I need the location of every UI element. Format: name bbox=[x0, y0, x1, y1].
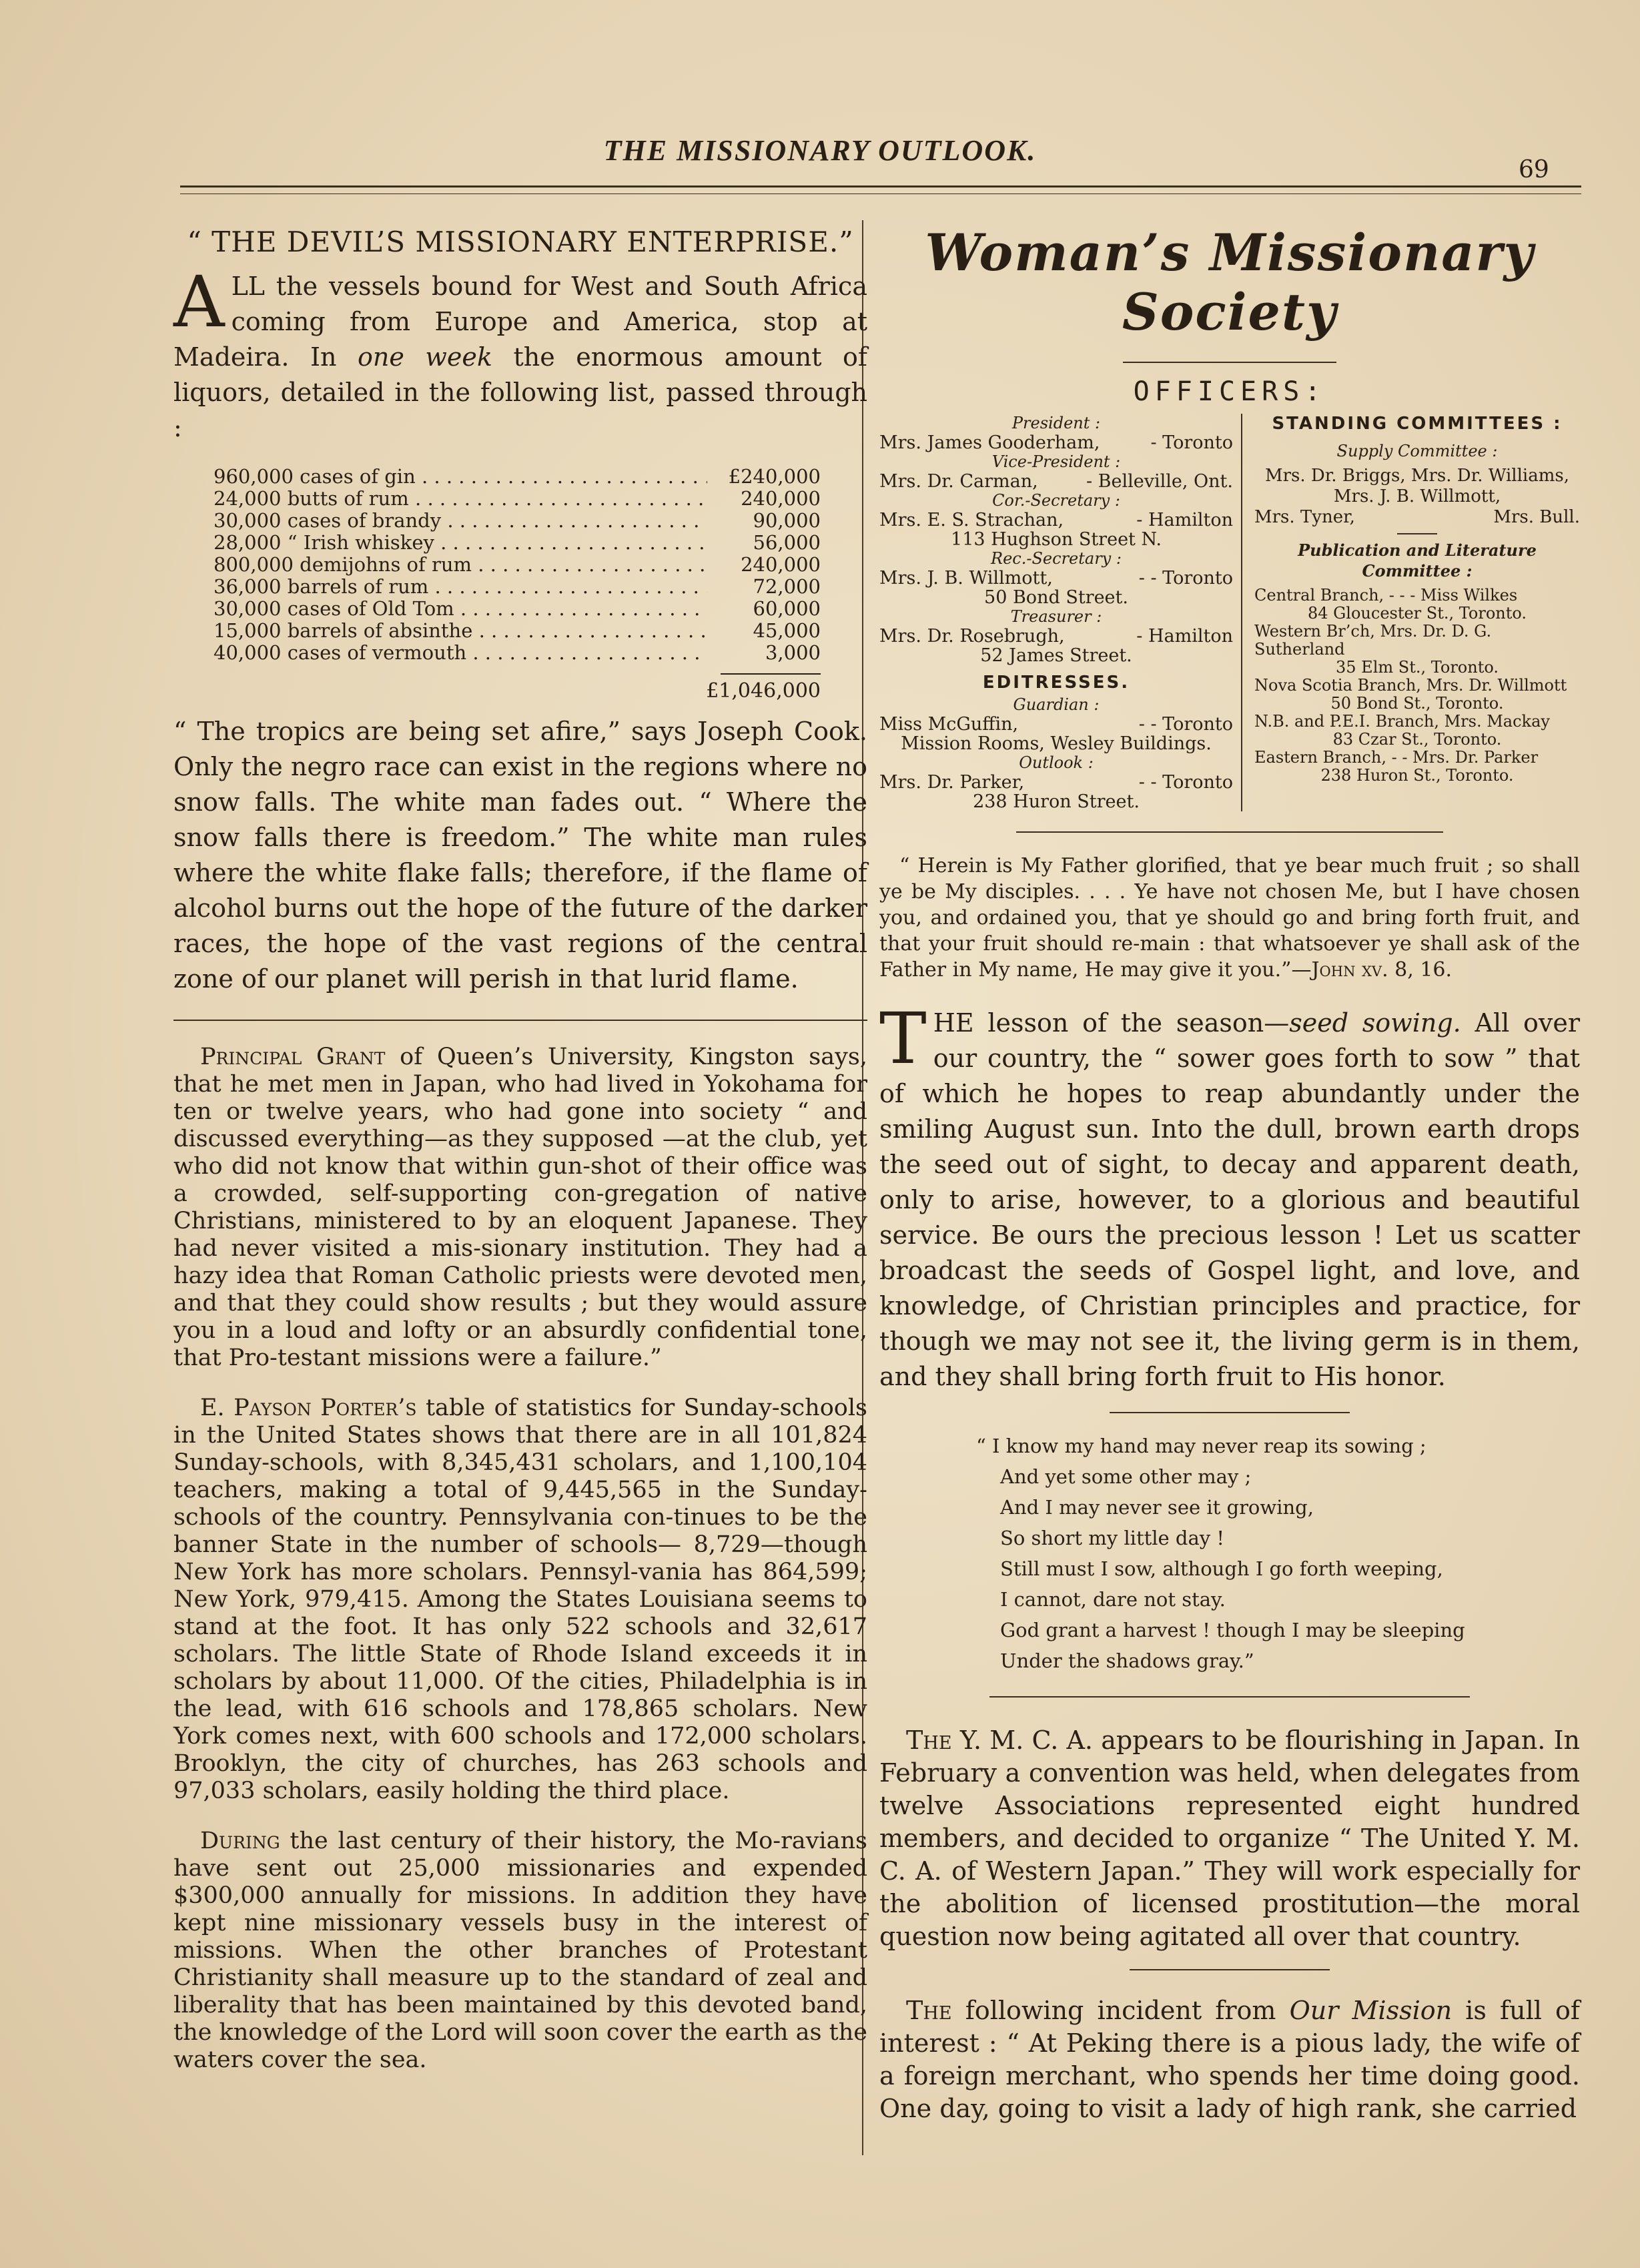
committee-member-line bbox=[1254, 486, 1580, 507]
liquor-total: £1,046,000 bbox=[706, 679, 821, 703]
running-head: THE MISSIONARY OUTLOOK. bbox=[603, 134, 1037, 167]
officers-heading: OFFICERS: bbox=[1133, 376, 1326, 407]
officer-entry bbox=[879, 491, 1233, 549]
liquor-item: 28,000 “ Irish whiskey . . . bbox=[214, 532, 707, 554]
article-title-devil: “ THE DEVIL’S MISSIONARY ENTERPRISE.” bbox=[187, 226, 854, 258]
grant-paragraph: Principal Grant of Queen’s University, Kingston says, that he met men in Japan, who had lived in Yokohama for ten or twelve years, who had gone into society “ and discussed everything—as they supposed —at the club, yet who did not know that within gun-shot of their office was a crowded, self-supporting con-gregation of native Christians, ministered to by an eloquent Japanese. They had never visited a mis-sionary institution. They had a hazy idea that Roman Catholic priests were devoted men, and that they could show results ; but they would assure you in a loud and lofty or an absurdly confidential tone, that Pro-testant missions were a failure.” bbox=[173, 1044, 867, 1371]
liquor-item: 36,000 barrels of rum . . . bbox=[214, 576, 707, 598]
branch-line: Nova Scotia Branch, Mrs. Dr. Willmott bbox=[1254, 676, 1567, 695]
officer-role: Treasurer : bbox=[1010, 607, 1102, 626]
section-divider bbox=[989, 1696, 1470, 1697]
officer-address: 50 Bond Street. bbox=[984, 587, 1128, 608]
branch-line: Central Branch, - - - Miss Wilkes bbox=[1254, 586, 1518, 605]
officer-line bbox=[879, 472, 1233, 491]
liquor-amount: 3,000 bbox=[765, 641, 821, 664]
committee-member: Mrs. Dr. Briggs, Mrs. Dr. Williams, bbox=[1264, 466, 1570, 486]
section-divider bbox=[1016, 831, 1443, 833]
liquor-item: 30,000 cases of Old Tom . . . bbox=[214, 598, 707, 620]
liquor-amount: 56,000 bbox=[753, 531, 821, 554]
officer-address: 238 Huron Street. bbox=[973, 791, 1140, 812]
section-divider bbox=[1130, 1969, 1330, 1970]
officers-list bbox=[879, 414, 1242, 811]
branch-address: 238 Huron St., Toronto. bbox=[1320, 766, 1514, 785]
officer-city: - Toronto bbox=[1150, 432, 1233, 453]
committee-rule bbox=[1397, 533, 1437, 534]
branch-entry bbox=[1254, 749, 1580, 785]
officer-entry bbox=[879, 753, 1233, 811]
poem-line: “ I know my hand may never reap its sowing ; bbox=[976, 1435, 1426, 1457]
committees bbox=[1242, 414, 1580, 811]
liquor-amount: 72,000 bbox=[753, 575, 821, 598]
officer-city: - Hamilton bbox=[1136, 510, 1233, 530]
devil-intro: ALL the vessels bound for West and South Africa coming from Europe and America, stop at Madeira. In one week the enormous amount of liquors, detailed in the following list, passed through : bbox=[173, 261, 867, 442]
branch-line: Eastern Branch, - - Mrs. Dr. Parker bbox=[1254, 748, 1539, 767]
liquor-item: 24,000 butts of rum . . . bbox=[214, 488, 707, 510]
devil-closing: “ The tropics are being set afire,” says Joseph Cook. Only the negro race can exist in the regions where no snow falls. The white man fades out. “ Where the snow falls there is freedom.” The white man rules where the white flake falls; therefore, if the flame of alcohol burns out the hope of the future of the darker races, the hope of the vast regions of the central zone of our planet will perish in that lurid flame. bbox=[173, 717, 867, 994]
lesson-paragraph: THE lesson of the season—seed sowing. All over our country, the “ sower goes forth to sow ” that of which he hopes to reap abundantly under the smiling August sun. Into the dull, brown earth drops the seed out of sight, to decay and apparent death, only to arise, however, to a glorious and beautiful service. Be ours the precious lesson ! Let us scatter broadcast the seeds of Gospel light, and love, and knowledge, of Christian principles and practice, for though we may not see it, the living germ is in them, and they shall bring forth fruit to His honor. bbox=[879, 998, 1580, 1391]
officer-name: Mrs. J. B. Willmott, bbox=[879, 568, 1053, 589]
branch-entry bbox=[1254, 587, 1580, 623]
liquor-amount: £240,000 bbox=[728, 465, 821, 488]
officer-name: Mrs. E. S. Strachan, bbox=[879, 510, 1064, 530]
officer-entry bbox=[879, 607, 1233, 665]
publication-committee-heading: Publication and Literature Committee : bbox=[1298, 540, 1537, 581]
poem-line: And I may never see it growing, bbox=[1000, 1496, 1314, 1519]
peking-paragraph: The following incident from Our Mission is full of interest : “ At Peking there is a pious lady, the wife of a foreign merchant, who spends her time doing good. One day, going to visit a lady of high rank, she carried bbox=[879, 1996, 1580, 2123]
liquor-row bbox=[214, 488, 821, 510]
officer-line bbox=[879, 569, 1233, 588]
branch-address: 50 Bond St., Toronto. bbox=[1330, 694, 1504, 713]
poem-line: So short my little day ! bbox=[1000, 1527, 1225, 1549]
branch-address: 35 Elm St., Toronto. bbox=[1336, 658, 1499, 677]
officer-city: - - Toronto bbox=[1138, 714, 1233, 735]
drop-cap: T bbox=[879, 998, 927, 1080]
branch-address: 84 Gloucester St., Toronto. bbox=[1307, 604, 1527, 623]
liquor-row bbox=[214, 598, 821, 620]
officer-line bbox=[879, 627, 1233, 646]
liquor-item: 30,000 cases of brandy . . . bbox=[214, 510, 707, 532]
society-title: Woman’s Missionary Society bbox=[925, 223, 1535, 342]
left-column bbox=[173, 220, 867, 2074]
officer-role: Outlook : bbox=[1019, 753, 1094, 772]
officer-name: Mrs. Dr. Carman, bbox=[879, 471, 1038, 492]
liquor-row bbox=[214, 576, 821, 598]
officer-city: - - Toronto bbox=[1138, 568, 1233, 589]
moravians-paragraph: During the last century of their history, the Mo-ravians have sent out 25,000 missionaries and expended $300,000 annually for missions. In addition they have kept nine missionary vessels busy in the interest of missions. When the other branches of Protestant Christianity shall measure up to the standard of zeal and liberality that has been maintained by this devoted band, the knowledge of the Lord will soon cover the earth as the waters cover the sea. bbox=[173, 1828, 867, 2073]
poem-line: Still must I sow, although I go forth weeping, bbox=[1000, 1557, 1443, 1580]
poem-line: Under the shadows gray.” bbox=[1000, 1649, 1254, 1672]
poem-line: God grant a harvest ! though I may be sleeping bbox=[1000, 1619, 1465, 1641]
liquor-item: 40,000 cases of vermouth . . . bbox=[214, 642, 707, 664]
officer-city: - - Toronto bbox=[1138, 772, 1233, 793]
title-rule bbox=[1123, 362, 1336, 363]
officer-name: Mrs. James Gooderham, bbox=[879, 432, 1100, 453]
officer-role: Vice-President : bbox=[991, 452, 1121, 471]
officer-entry bbox=[879, 414, 1233, 452]
header-rule-top bbox=[180, 185, 1581, 187]
branch-line: Western Br’ch, Mrs. Dr. D. G. Sutherland bbox=[1254, 622, 1492, 659]
officer-name: Mrs. Dr. Parker, bbox=[879, 772, 1025, 793]
total-rule bbox=[721, 673, 821, 675]
committee-member-line bbox=[1254, 466, 1580, 486]
officer-role: Cor.-Secretary : bbox=[992, 491, 1120, 510]
branch-address: 83 Czar St., Toronto. bbox=[1332, 730, 1502, 749]
standing-committees-heading: STANDING COMMITTEES : bbox=[1272, 414, 1563, 434]
section-divider bbox=[1110, 1412, 1350, 1413]
officer-address: 113 Hughson Street N. bbox=[951, 529, 1162, 550]
supply-committee-heading: Supply Committee : bbox=[1336, 442, 1498, 460]
section-divider bbox=[173, 1020, 867, 1021]
officer-line bbox=[879, 510, 1233, 530]
officer-city: - Hamilton bbox=[1136, 626, 1233, 647]
poem-line: I cannot, dare not stay. bbox=[1000, 1588, 1226, 1611]
officer-name: Mrs. Dr. Rosebrugh, bbox=[879, 626, 1065, 647]
liquor-table bbox=[214, 466, 821, 702]
committee-member: Mrs. J. B. Willmott, bbox=[1333, 486, 1501, 506]
officer-line bbox=[879, 433, 1233, 452]
page-number: 69 bbox=[1519, 156, 1549, 183]
committee-member-line bbox=[1254, 507, 1580, 528]
liquor-row bbox=[214, 510, 821, 532]
liquor-item: 800,000 demijohns of rum . . . bbox=[214, 554, 707, 576]
liquor-row bbox=[214, 620, 821, 642]
officer-role: President : bbox=[1011, 414, 1101, 432]
ymca-paragraph: The Y. M. C. A. appears to be flourishing in Japan. In February a convention was held, when delegates from twelve Associations represented eight hundred members, and decided to organize “ The United Y. M. C. A. of Western Japan.” They will work especially for the abolition of licensed prostitution—the moral question now being agitated all over that country. bbox=[879, 1726, 1580, 1951]
editresses-heading: EDITRESSES. bbox=[982, 673, 1130, 693]
liquor-amount: 240,000 bbox=[741, 553, 821, 576]
branch-entry bbox=[1254, 677, 1580, 713]
liquor-row bbox=[214, 554, 821, 576]
officer-address: Mission Rooms, Wesley Buildings. bbox=[901, 733, 1212, 754]
branch-entry bbox=[1254, 623, 1580, 677]
officer-entry bbox=[879, 452, 1233, 491]
officer-line bbox=[879, 715, 1233, 734]
officer-entry bbox=[879, 695, 1233, 753]
officer-city: - Belleville, Ont. bbox=[1086, 471, 1233, 492]
officers-grid bbox=[879, 414, 1580, 811]
liquor-row bbox=[214, 642, 821, 664]
committee-member: Mrs. Bull. bbox=[1493, 507, 1580, 527]
liquor-item: 15,000 barrels of absinthe . . . bbox=[214, 620, 707, 642]
liquor-row bbox=[214, 532, 821, 554]
liquor-amount: 60,000 bbox=[753, 597, 821, 620]
liquor-amount: 45,000 bbox=[753, 619, 821, 642]
officer-line bbox=[879, 773, 1233, 792]
liquor-row bbox=[214, 466, 821, 488]
officer-role: Guardian : bbox=[1013, 695, 1100, 714]
officer-entry bbox=[879, 549, 1233, 607]
drop-cap: A bbox=[173, 261, 225, 343]
poem bbox=[976, 1431, 1483, 1676]
scripture-quote: “ Herein is My Father glorified, that ye bear much fruit ; so shall ye be My disciples. . . . Ye have not chosen Me, but I have chosen you, and ordained you, that ye should go and bring forth fruit, and that your fruit should re-main : that whatsoever ye shall ask of the Father in My name, He may give it you.”—John xv. 8, 16. bbox=[879, 854, 1580, 982]
officer-name: Miss McGuffin, bbox=[879, 714, 1019, 735]
liquor-amount: 90,000 bbox=[753, 509, 821, 532]
right-column bbox=[879, 220, 1580, 2125]
porter-paragraph: E. Payson Porter’s table of statistics for Sunday-schools in the United States shows that there are in all 101,824 Sunday-schools, with 8,345,431 scholars, and 1,100,104 teachers, making a total of 9,445,565 in the Sunday-schools of the country. Pennsylvania con-tinues to be the banner State in the number of schools— 8,729—though New York has more scholars. Pennsyl-vania has 864,599; New York, 979,415. Among the States Louisiana seems to stand at the foot. It has only 522 schools and 32,617 scholars. The little State of Rhode Island exceeds it in scholars by about 11,000. Of the cities, Philadelphia is in the lead, with 616 schools and 178,865 scholars. New York comes next, with 600 schools and 172,000 scholars. Brooklyn, the city of churches, has 263 schools and 97,033 scholars, easily holding the third place. bbox=[173, 1395, 867, 1804]
liquor-amount: 240,000 bbox=[741, 487, 821, 510]
officer-role: Rec.-Secretary : bbox=[991, 549, 1122, 568]
branch-line: N.B. and P.E.I. Branch, Mrs. Mackay bbox=[1254, 712, 1550, 731]
branch-entry bbox=[1254, 713, 1580, 749]
poem-line: And yet some other may ; bbox=[1000, 1465, 1252, 1488]
liquor-item: 960,000 cases of gin . . . bbox=[214, 466, 707, 488]
committee-member: Mrs. Tyner, bbox=[1254, 507, 1355, 527]
officer-address: 52 James Street. bbox=[980, 645, 1132, 666]
